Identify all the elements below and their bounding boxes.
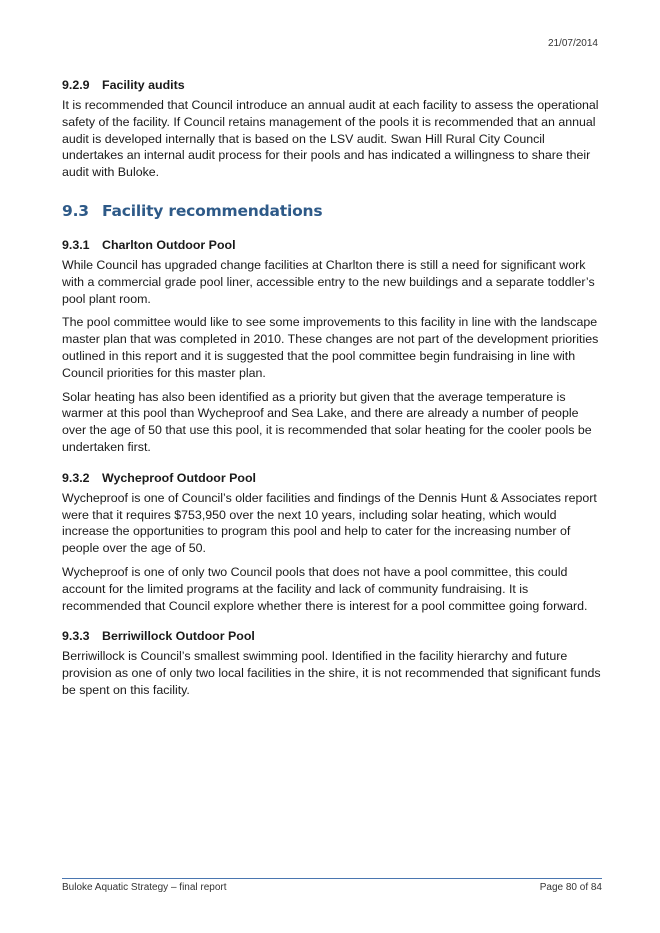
- page-content: [62, 78, 602, 706]
- heading-number: 9.3.1: [62, 237, 90, 252]
- paragraph: It is recommended that Council introduce an annual audit at each facility to assess the operational safety of the facility. If Council retains management of the pools it is recommended that an annual audit is developed internally that is based on the LSV audit. Swan Hill Rural City Council undertakes an internal audit process for their pools and has indicated a willingness to share their audit with Buloke.: [62, 98, 599, 180]
- footer-title: Buloke Aquatic Strategy – final report: [62, 882, 227, 893]
- heading-9-3-1: [62, 238, 602, 252]
- heading-text: Berriwillock Outdoor Pool: [102, 629, 255, 644]
- paragraph: Wycheproof is one of only two Council pools that does not have a pool committee, this could account for the limited programs at the facility and lack of community fundraising. It is recommended that Council explore whether there is interest for a pool committee going forward.: [62, 564, 588, 613]
- heading-9-3: [62, 202, 602, 220]
- page-number: Page 80 of 84: [539, 882, 602, 893]
- paragraph: Berriwillock is Council’s smallest swimming pool. Identified in the facility hierarchy and future provision as one of only two local facilities in the shire, it is not recommended that significant funds be spent on this facility.: [62, 649, 601, 697]
- paragraph: The pool committee would like to see some improvements to this facility in line with the landscape master plan that was completed in 2010. These changes are not part of the development priorities outlined in this report and it is suggested that the pool committee begin fundraising in line with Council priorities for this master plan.: [62, 315, 599, 380]
- heading-text: Wycheproof Outdoor Pool: [102, 470, 256, 485]
- paragraph: While Council has upgraded change facilities at Charlton there is still a need for significant work with a commercial grade pool liner, accessible entry to the new buildings and a separate toddler’s pool plant room.: [62, 257, 595, 306]
- paragraph: Wycheproof is one of Council’s older facilities and findings of the Dennis Hunt & Associates report were that it requires $753,950 over the next 10 years, including solar heating, which would increase the opportunities to program this pool and help to cater for the increasing number of people over the age of 50.: [62, 490, 597, 556]
- heading-number: 9.2.9: [62, 78, 90, 92]
- header-date: 21/07/2014: [547, 38, 598, 49]
- heading-9-2-9: [62, 78, 602, 92]
- paragraph: Solar heating has also been identified as a priority but given that the average temperature is warmer at this pool than Wycheproof and Sea Lake, and there are already a number of people over the age of 50 that use this pool, it is recommended that solar heating for the cooler pools be undertaken first.: [62, 389, 592, 454]
- heading-text: Facility audits: [102, 78, 185, 92]
- page-footer: [62, 878, 602, 893]
- heading-number: 9.3.2: [62, 470, 90, 485]
- heading-number: 9.3.3: [62, 629, 90, 644]
- heading-9-3-2: [62, 471, 602, 485]
- heading-9-3-3: [62, 629, 602, 643]
- heading-text: Facility recommendations: [102, 201, 323, 220]
- heading-text: Charlton Outdoor Pool: [102, 237, 236, 252]
- heading-number: 9.3: [62, 201, 89, 220]
